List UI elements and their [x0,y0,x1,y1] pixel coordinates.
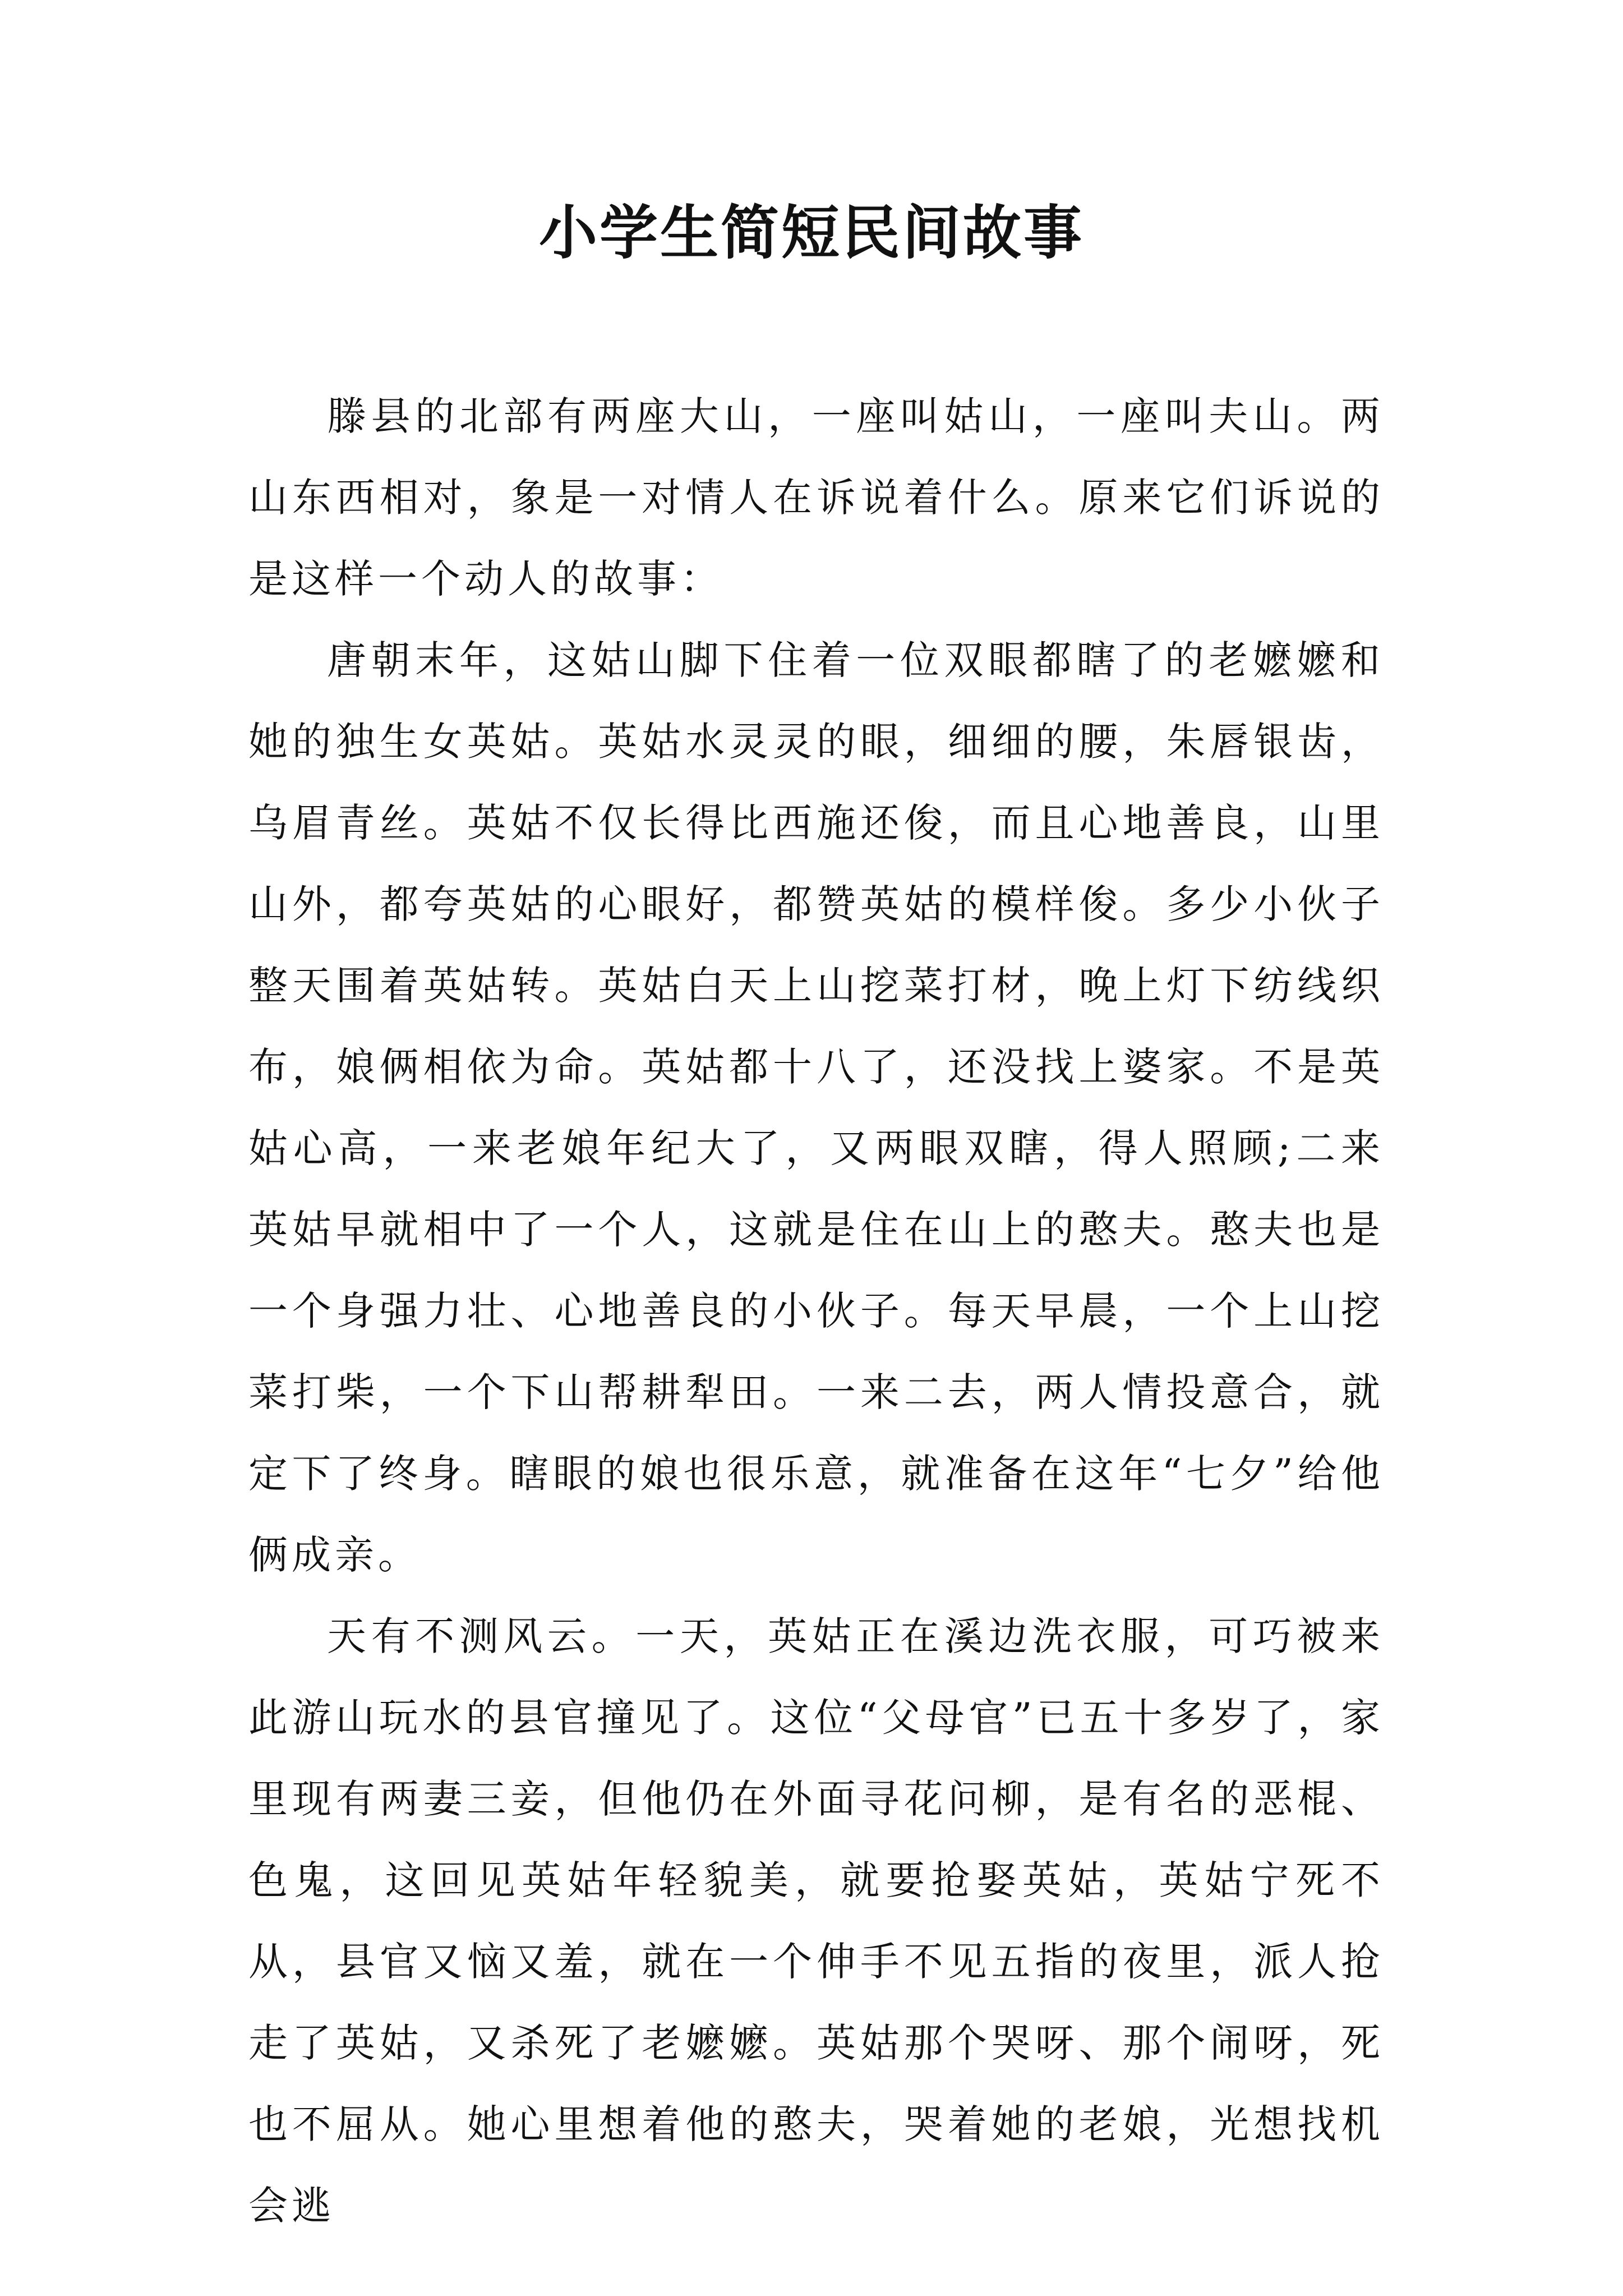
paragraph-story-conflict: 天有不测风云。一天，英姑正在溪边洗衣服，可巧被来此游山玩水的县官撞见了。这位“父母官”已五十多岁了，家里现有两妻三妾，但他仍在外面寻花问柳，是有名的恶棍、色鬼，这回见英姑年轻貌美，就要抢娶英姑，英姑宁死不从，县官又恼又羞，就在一个伸手不见五指的夜里，派人抢走了英姑，又杀死了老嬷嬷。英姑那个哭呀、那个闹呀，死也不屈从。她心里想着他的憨夫，哭着她的老娘，光想找机会逃 [248,1613,1384,2229]
document-body [248,376,1384,2247]
paragraph-story-beginning: 唐朝末年，这姑山脚下住着一位双眼都瞎了的老嬷嬷和她的独生女英姑。英姑水灵灵的眼，细细的腰，朱唇银齿，乌眉青丝。英姑不仅长得比西施还俊，而且心地善良，山里山外，都夸英姑的心眼好，都赞英姑的模样俊。多少小伙子整天围着英姑转。英姑白天上山挖菜打材，晚上灯下纺线织布，娘俩相依为命。英姑都十八了，还没找上婆家。不是英姑心高，一来老娘年纪大了，又两眼双瞎，得人照顾;二来英姑早就相中了一个人，这就是住在山上的憨夫。憨夫也是一个身强力壮、心地善良的小伙子。每天早晨，一个上山挖菜打柴，一个下山帮耕犁田。一来二去，两人情投意合，就定下了终身。瞎眼的娘也很乐意，就准备在这年“七夕”给他俩成亲。 [248,637,1384,1578]
paragraph-intro: 滕县的北部有两座大山，一座叫姑山，一座叫夫山。两山东西相对，象是一对情人在诉说着什么。原来它们诉说的是这样一个动人的故事： [248,393,1384,602]
document-title: 小学生简短民间故事 [538,198,1084,267]
